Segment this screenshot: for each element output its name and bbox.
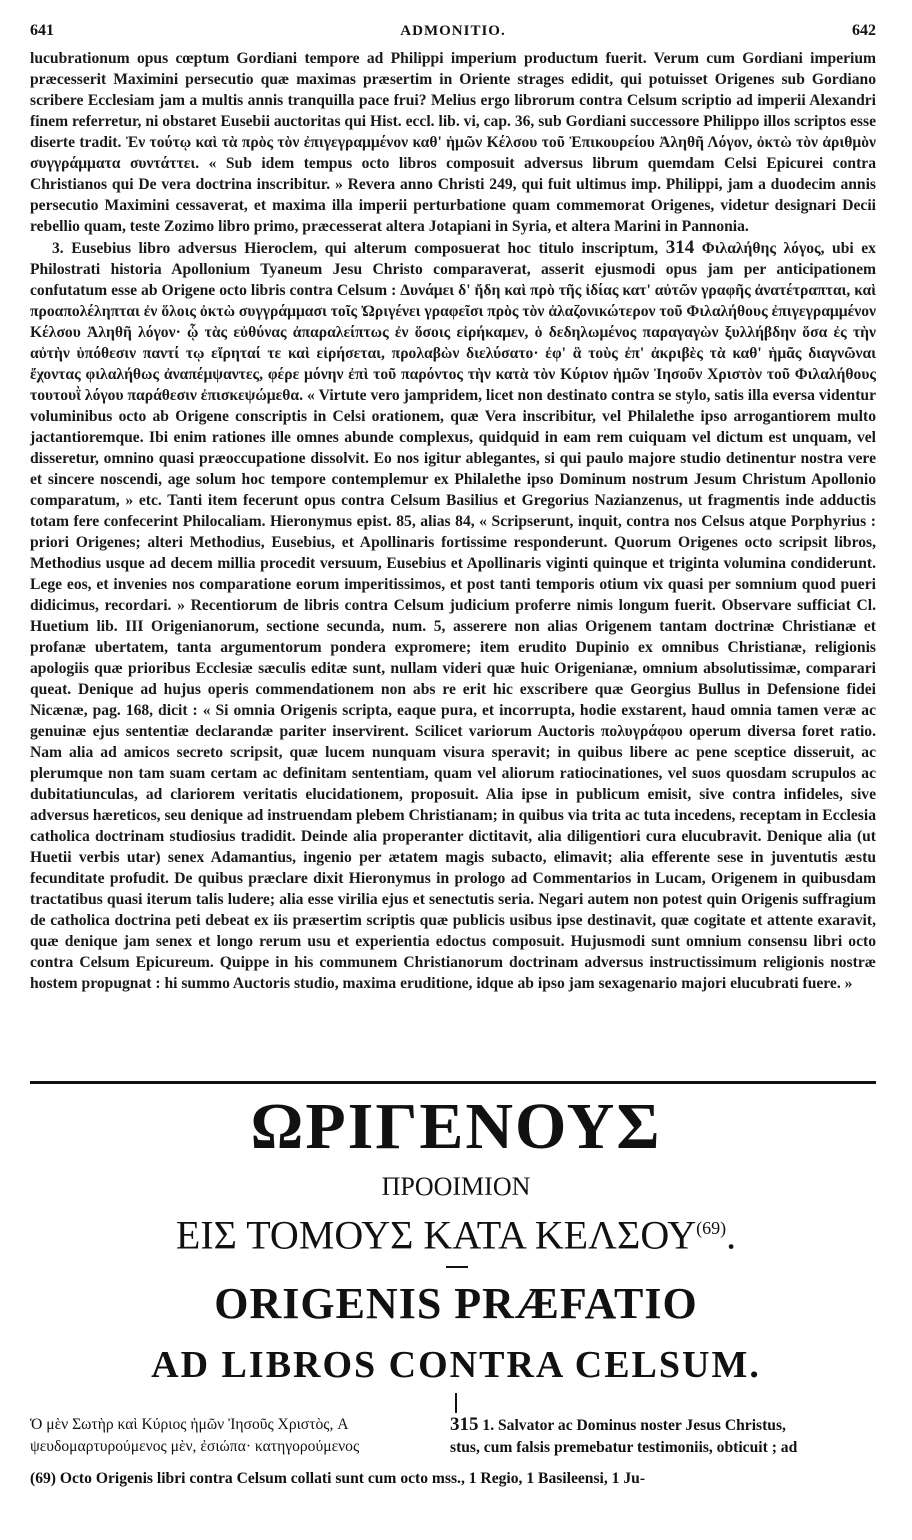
- greek-author-title: ΩΡΙΓΕΝΟΥΣ: [250, 1090, 662, 1163]
- paragraph-2: [30, 237, 876, 994]
- column-divider: [455, 1393, 457, 1413]
- paragraph-2-rest: Φιλαλήθης λόγος, ubi ex Philostrati historia Apollonium Tyaneum Jesu Christo comparaverat, asserit ejusmodi opus jam per anticipationem confutatum esse ab Origene octo libris contra Celsum : Δυνάμει δ' ἤδη καὶ πρὸ τῆς ἰδίας κατ' αὐτῶν γραφῆς ἀνατέτραπται, καὶ προαπολέληπται ἐν ὅλοις ὀκτὼ συγγράμμασι τοῖς Ὠριγένει γραφεῖσι πρὸς τὸν ἀλαζονικώτερον τοῦ Φιλαλήθους ἐπιγεγραμμένον Κέλσου Ἀληθῆ λόγον· ᾧ τὰς εὐθύνας ἀπαραλείπτως ἐν ὅσοις εἰρήκαμεν, ὁ δεδηλωμένος παραγαγὼν ξυλλήβδην ὅσα ἐς τὴν αὐτὴν ὑπόθεσιν παντί τῳ εἴρηταί τε καὶ εἰρήσεται, προλαβὼν διελύσατο· ἐφ' ἃ τοὺς ἐπ' ἀκριβὲς τὰ καθ' ἡμᾶς διαγνῶναι ἔχοντας φιλαλήθως ἀναπέμψαντες, φέρε μόνην ἐπὶ τοῦ παρόντος τὴν κατὰ τὸν Κύριον ἡμῶν Ἰησοῦν Χριστὸν τοῦ Φιλαλήθους τουτουῒ λόγου παράθεσιν ἐπισκεψώμεθα. « Virtute vero jampridem, licet non destinato contra se stylo, satis illa eversa videntur voluminibus octo ab Origene conscriptis in Celsi orationem, quæ Vera inscribitur, vel Philalethe ipso arrogantiorem multo jactantioremque. Ibi enim rationes ille omnes abunde complexus, quidquid in eam rem cuiquam vel dictum est unquam, vel disseretur, omnino quasi præoccupatione dissolvit. Eo nos igitur ablegantes, si qui paulo majore studio detinentur nostra vere et sincere noscendi, age solum hoc tempore contemplemur ex Philalethe ipso Dominum nostrum Jesum Christum Apollonio comparatum, » etc. Tanti item fecerunt opus contra Celsum Basilius et Gregorius Nazianzenus, ut fragmentis inde adductis totam fere confecerint Philocaliam. Hieronymus epist. 85, alias 84, « Scripserunt, inquit, contra nos Celsus atque Porphyrius : priori Origenes; alteri Methodius, Eusebius, et Apollinaris fortissime responderunt. Quorum Origenes octo scripsit libros, Methodius usque ad decem millia procedit versuum, Eusebius et Apollinaris viginti quinque et triginta volumina condiderunt. Lege eos, et invenies nos comparatione eorum imperitissimos, et post tanti temporis otium vix quasi per somnium quod pueri didicimus, recordari. » Recentiorum de libris contra Celsum judicium proferre nimis longum fuerit. Observare sufficiat Cl. Huetium lib. III Origenianorum, sectione secunda, num. 5, asserere non alias Origenem tantam doctrinæ Christianæ et profanæ ubertatem, tanta argumentorum pondera expromere; item erudito Dupinio ex omnibus Christianæ, religionis apologiis quæ prioribus Ecclesiæ sæculis editæ sunt, nullam videri quæ huic Origenianæ, omnium absolutissimæ, comparari queat. Denique ad hujus operis commendationem non abs re erit hic exscribere quæ Georgius Bullus in Defensione fidei Nicænæ, pag. 168, dicit : « Si omnia Origenis scripta, eaque pura, et incorrupta, hodie exstarent, haud omnia tamen veræ ac genuinæ ejus sententiæ declarandæ pariter inservirent. Scilicet variorum Auctoris πολυγράφου operum diversa foret ratio. Nam alia ad amicos secreto scripsit, quæ lucem nunquam visura speravit; in quibus libere ac pene sceptice disseruit, ac plerumque non tam suam certam ac definitam sententiam, quam vel aliorum ratiocinationes, vel suos quosdam scrupulos ac dubitatiunculas, ad clariorem veritatis elucidationem, proposuit. Alia ipse in publicum emisit, sive contra infideles, sive adversus hæreticos, seu denique ad instruendam plebem Christianam; in quibus via trita ac tuta incedens, receptam in Ecclesia catholica doctrinam studiosius tradidit. Deinde alia properanter dictitavit, alia diligentiori cura elucubravit. Denique alia (ut Huetii verbis utar) senex Adamantius, ingenio per ætatem magis subacto, elimavit; alia efferente sese in juventutis æstu fecunditate profudit. De quibus præclare dixit Hieronymus in prologo ad Commentarios in Lucam, Origenem in quibusdam tractatibus quasi iterum talis ludere; alia esse virilia ejus et senectutis seria. Negari autem non potest quin Origenis suffragium de catholica doctrina peti debeat ex iis præsertim scriptis quæ publicis usibus ipse destinavit, quæ cogitate et attente exaravit, quæ denique jam senex et longo rerum usu et experientia edoctus composuit. Hujusmodi sunt omnium consensu libri octo contra Celsum Epicureum. Quippe in his communem Christianorum doctrinam adversus instructissimum religionis nostræ hostem propugnat : hi summo Auctoris studio, maxima eruditione, idque ab ipso jam sexagenario majori elucubrati fuere. »: [30, 240, 876, 992]
- paragraph-2-start: 3. Eusebius libro adversus Hieroclem, qui alterum composuerat hoc titulo inscriptum,: [52, 240, 659, 257]
- footnote-69: (69) Octo Origenis libri contra Celsum collati sunt cum octo mss., 1 Regio, 1 Basileensi, 1 Ju-: [30, 1470, 646, 1487]
- greek-main-title-text: ΕΙΣ ΤΟΜΟΥΣ ΚΑΤΑ ΚΕΛΣΟΥ: [175, 1212, 697, 1258]
- parallel-text: [30, 1414, 876, 1459]
- page-number-right: 642: [851, 22, 876, 39]
- section-divider: [30, 1081, 876, 1084]
- greek-column: [30, 1414, 440, 1459]
- footnote-reference: (69): [696, 1218, 727, 1238]
- latin-line-1-text: 1. Salvator ac Dominus noster Jesus Christus,: [482, 1417, 786, 1434]
- admonitio-body: [30, 48, 876, 994]
- margin-marker: A: [337, 1416, 349, 1433]
- greek-subtitle: ΠΡΟΟΙΜΙΟΝ: [381, 1172, 531, 1201]
- greek-line-2: ψευδομαρτυρούμενος μὲν, ἐσιώπα· κατηγορούμενος: [30, 1438, 360, 1455]
- latin-line-1: [450, 1414, 876, 1437]
- greek-line-1: [30, 1414, 440, 1436]
- title-dash: [446, 1266, 468, 1268]
- paragraph-1: lucubrationum opus cœptum Gordiani tempore ad Philippi imperium productum fuerit. Verum cum Gordiani imperium præcesserit Maximini persecutio quæ maximas præsertim in Oriente strages edidit, qui potuisset Origenes sub Gordiano scribere Ecclesiam jam a multis annis tranquilla pace frui? Melius ergo librorum contra Celsum scriptio ad imperii Alexandri finem referretur, ni obstaret Eusebii auctoritas qui Hist. eccl. lib. vi, cap. 36, sub Gordiani successore Philippo illos scriptos esse diserte tradit. Ἐν τούτῳ καὶ τὰ πρὸς τὸν ἐπιγεγραμμένον καθ' ἡμῶν Κέλσου τοῦ Ἐπικουρείου Ἀληθῆ Λόγον, ὀκτὼ τὸν ἀριθμὸν συγγράμματα συντάττει. « Sub idem tempus octo libros composuit adversus librum quemdam Celsi Epicurei contra Christianos qui De vera doctrina inscribitur. » Revera anno Christi 249, qui fuit ultimus imp. Philippi, jam a duodecim annis persecutio Maximini cessaverat, et maxima illa imperii perturbatione quam commemorat Origenes, videtur designari Decii rebellio quam, teste Zozimo libro primo, præcesserat altera Jotapiani in Syria, et altera Marini in Pannonia.: [30, 50, 876, 235]
- running-header: [30, 22, 876, 44]
- latin-line-2: stus, cum falsis premebatur testimoniis, obticuit ; ad: [450, 1439, 798, 1456]
- page-number-left: 641: [30, 22, 54, 39]
- running-title: ADMONITIO.: [400, 23, 506, 39]
- greek-main-title: ΕΙΣ ΤΟΜΟΥΣ ΚΑΤΑ ΚΕΛΣΟΥ$^{(69)}$.: [175, 1212, 737, 1258]
- latin-column: [450, 1414, 876, 1459]
- greek-line-1-text: Ὁ μὲν Σωτὴρ καὶ Κύριος ἡμῶν Ἰησοῦς Χριστὸς,: [30, 1416, 334, 1433]
- latin-main-title: ORIGENIS PRÆFATIO: [214, 1279, 698, 1328]
- latin-subtitle: AD LIBROS CONTRA CELSUM.: [151, 1344, 761, 1386]
- column-number-315: 315: [450, 1414, 479, 1435]
- column-number-314: 314: [665, 237, 695, 258]
